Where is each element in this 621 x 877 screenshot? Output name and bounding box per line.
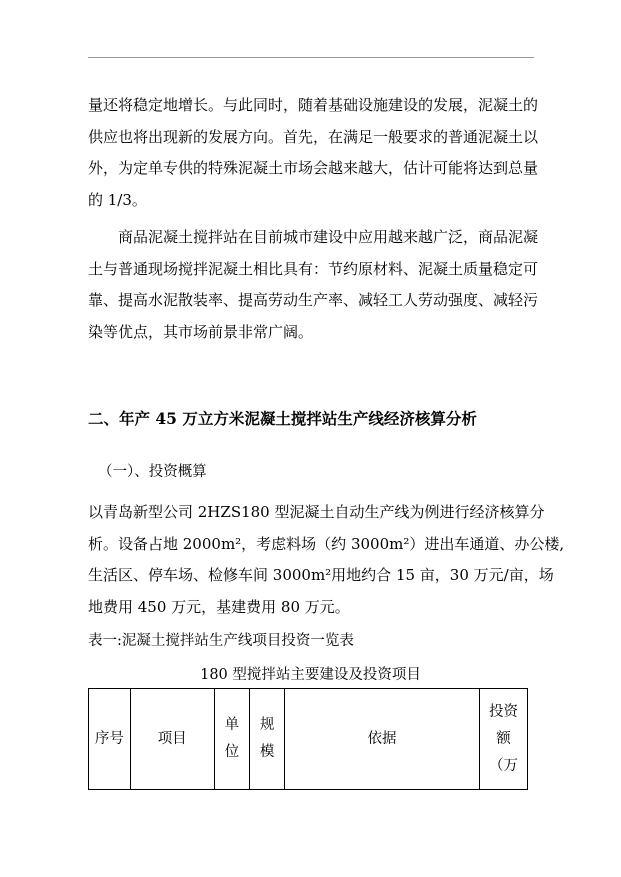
header-text-line: 额 — [496, 730, 511, 747]
subsection-heading: （一）、投资概算 — [98, 464, 207, 480]
header-rule — [88, 57, 534, 58]
header-text — [250, 712, 284, 766]
paragraph-investment — [88, 497, 565, 623]
header-cell-unit — [214, 689, 250, 790]
header-cell-item: 项目 — [130, 689, 214, 790]
header-text — [480, 699, 527, 780]
text-line: 外，为定单专供的特殊泥凝土市场会越来越大，估计可能将达到总量 — [88, 159, 539, 177]
header-text-line: 位 — [224, 744, 240, 760]
header-cell-index: 序号 — [89, 689, 131, 790]
section-heading: 二、年产 45 万立方米泥凝土搅拌站生产线经济核算分析 — [88, 409, 477, 428]
header-cell-amount — [479, 689, 527, 790]
text-line: 靠、提高水泥散装率、提高劳动生产率、减轻工人劳动强度、减轻污 — [88, 291, 539, 309]
table-caption: 表一:泥凝土搅拌站生产线项目投资一览表 — [88, 633, 354, 649]
header-text — [215, 712, 250, 766]
text-line: 地费用 450 万元，基建费用 80 万元。 — [88, 597, 350, 616]
text-line: 以青岛新型公司 2HZS180 型泥凝土自动生产线为例进行经济核算分 — [88, 503, 545, 521]
text-line: 量还将稳定地增长。与此同时，随着基础设施建设的发展，泥凝土的 — [88, 96, 539, 114]
text-line: 商品泥凝土搅拌站在目前城市建设中应用越来越广泛，商品泥凝 — [118, 228, 539, 246]
text-line: 土与普通现场搅拌泥凝土相比具有：节约原材料、泥凝土质量稳定可 — [88, 259, 539, 278]
text-line: 供应也将出现新的发展方向。首先，在满足一般要求的普通泥凝土以 — [88, 127, 539, 146]
text-line: 染等优点，其市场前景非常广阔。 — [88, 322, 314, 341]
header-text-line: 投资 — [488, 703, 518, 720]
text-line: 生活区、停车场、检修车间 3000m²用地约合 15 亩，30 万元/亩，场 — [88, 566, 554, 584]
header-text-line: 单 — [224, 717, 240, 733]
text-line: 析。设备占地 2000m²，考虑料场（约 3000m²）进出车通道、办公楼, — [88, 534, 565, 553]
paragraph-mixing-station — [88, 222, 539, 348]
header-cell-basis: 依据 — [284, 689, 479, 790]
investment-table — [88, 688, 528, 790]
header-text-line: 规 — [259, 717, 275, 733]
paragraph-market-growth — [88, 90, 539, 216]
table-title: 180 型搅拌站主要建设及投资项目 — [200, 667, 421, 683]
table-header-row — [89, 689, 528, 790]
text-line: 的 1/3。 — [88, 190, 147, 209]
header-text-line: 模 — [259, 744, 275, 760]
header-text-line: （万 — [488, 757, 518, 774]
header-cell-scale — [250, 689, 285, 790]
